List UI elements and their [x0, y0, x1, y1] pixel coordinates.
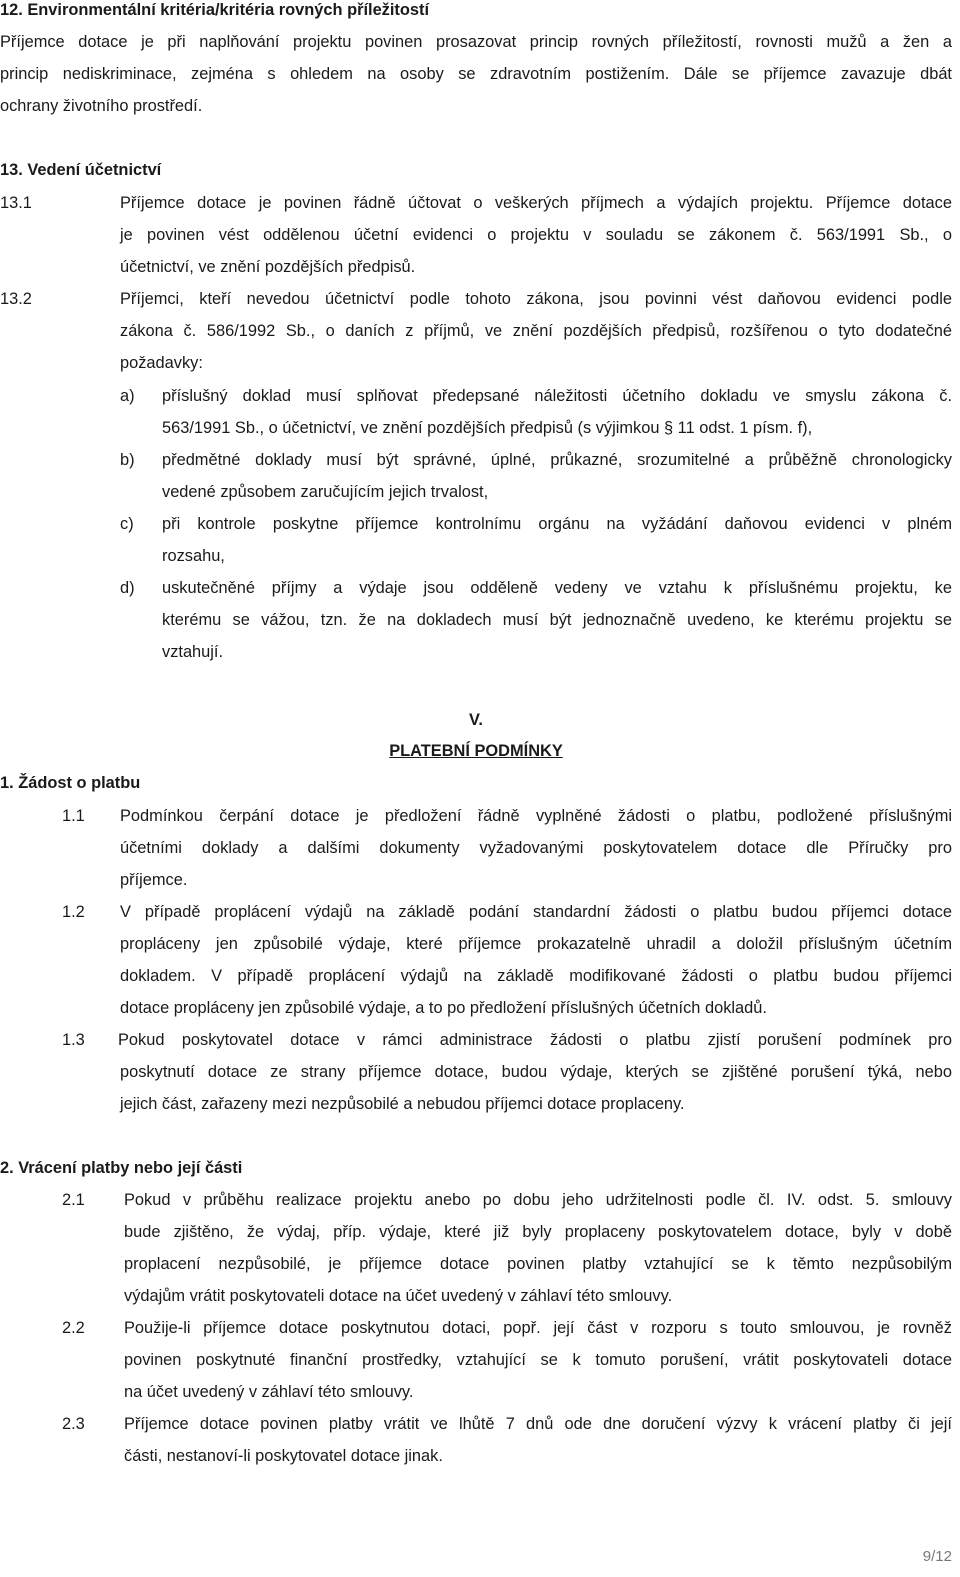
list-item-label: b): [120, 451, 135, 469]
clause-2-3-line: části, nestanoví-li poskytovatel dotace jinak.: [124, 1447, 443, 1465]
clause-number: 13.2: [0, 290, 32, 308]
clause-2-2-line: povinen poskytnuté finanční prostředky, vztahující se k tomuto porušení, vrátit poskytovateli dotace: [124, 1351, 952, 1369]
clause-13-2-line: Příjemci, kteří nevedou účetnictví podle tohoto zákona, jsou povinni vést daňovou evidenci podle: [120, 290, 952, 308]
section-12-text-line: Příjemce dotace je při naplňování projektu povinen prosazovat princip rovných příležitostí, rovnosti mužů a žen a: [0, 33, 952, 51]
clause-2-1-line: bude zjištěno, že výdaj, příp. výdaje, které již byly proplaceny poskytovatelem dotace, byly v době: [124, 1223, 952, 1241]
section-12-text-line: princip nediskriminace, zejména s ohledem na osoby se zdravotním postižením. Dále se příjemce zavazuje dbát: [0, 65, 952, 83]
clause-13-1-line: je povinen vést oddělenou účetní evidenci o projektu v souladu se zákonem č. 563/1991 Sb., o: [120, 226, 952, 244]
clause-number: 2.3: [62, 1415, 85, 1433]
list-item-d-line: kterému se vážou, tzn. že na dokladech musí být jednoznačně uvedeno, ke kterému projektu se: [162, 611, 952, 629]
clause-13-1-line: účetnictví, ve znění pozdějších předpisů.: [120, 258, 416, 276]
clause-1-1-line: příjemce.: [120, 871, 188, 889]
list-item-label: a): [120, 387, 135, 405]
section-12-heading: 12. Environmentální kritéria/kritéria rovných příležitostí: [0, 1, 430, 19]
clause-13-2-line: zákona č. 586/1992 Sb., o daních z příjmů, ve znění pozdějších předpisů, rozšířenou o tyto dodatečné: [120, 322, 952, 340]
clause-number: 1.1: [62, 807, 85, 825]
clause-1-2-line: propláceny jen způsobilé výdaje, které příjemce prokazatelně uhradil a doložil příslušným účetním: [120, 935, 952, 953]
list-item-c-line: rozsahu,: [162, 547, 225, 565]
list-item-label: c): [120, 515, 134, 533]
clause-1-1-line: účetními doklady a dalšími dokumenty vyžadovanými poskytovatelem dotace dle Příručky pro: [120, 839, 952, 857]
clause-number: 2.1: [62, 1191, 85, 1209]
list-item-d-line: uskutečněné příjmy a výdaje jsou odděleně vedeny ve vztahu k příslušnému projektu, ke: [162, 579, 952, 597]
clause-13-1-line: Příjemce dotace je povinen řádně účtovat o veškerých příjmech a výdajích projektu. Příjemce dotace: [120, 194, 952, 212]
clause-2-1-line: proplacení nezpůsobilé, je příjemce dotace povinen platby vztahující se k těmto nezpůsobilým: [124, 1255, 952, 1273]
chapter-number: V.: [469, 711, 483, 729]
list-item-b-line: vedené způsobem zaručujícím jejich trvalost,: [162, 483, 489, 501]
clause-2-2-line: na účet uvedený v záhlaví této smlouvy.: [124, 1383, 414, 1401]
section-2-heading: 2. Vrácení platby nebo její části: [0, 1159, 243, 1177]
clause-13-2-line: požadavky:: [120, 354, 203, 372]
clause-1-3-line: Pokud poskytovatel dotace v rámci administrace žádosti o platbu zjistí porušení podmínek pro: [118, 1031, 952, 1049]
list-item-label: d): [120, 579, 135, 597]
clause-1-2-line: dotace propláceny jen způsobilé výdaje, a to po předložení příslušných účetních dokladů.: [120, 999, 767, 1017]
clause-number: 2.2: [62, 1319, 85, 1337]
clause-1-1-line: Podmínkou čerpání dotace je předložení řádně vyplněné žádosti o platbu, podložené příslušnými: [120, 807, 952, 825]
clause-number: 1.2: [62, 903, 85, 921]
page-number: 9/12: [922, 1548, 952, 1565]
clause-2-1-line: Pokud v průběhu realizace projektu anebo po dobu jeho udržitelnosti podle čl. IV. odst. 5. smlouvy: [124, 1191, 952, 1209]
clause-1-2-line: V případě proplácení výdajů na základě podání standardní žádosti o platbu budou příjemci dotace: [120, 903, 952, 921]
section-13-heading: 13. Vedení účetnictví: [0, 161, 162, 179]
list-item-b-line: předmětné doklady musí být správné, úplné, průkazné, srozumitelné a průběžně chronologicky: [162, 451, 952, 469]
clause-2-2-line: Použije-li příjemce dotace poskytnutou dotaci, popř. její část v rozporu s touto smlouvou, je rovněž: [124, 1319, 952, 1337]
list-item-d-line: vztahují.: [162, 643, 224, 661]
clause-1-3-line: jejich část, zařazeny mezi nezpůsobilé a nebudou příjemci dotace proplaceny.: [120, 1095, 685, 1113]
chapter-title: PLATEBNÍ PODMÍNKY: [389, 742, 563, 760]
list-item-c-line: při kontrole poskytne příjemce kontrolnímu orgánu na vyžádání daňovou evidenci v plném: [162, 515, 952, 533]
list-item-a-line: 563/1991 Sb., o účetnictví, ve znění pozdějších předpisů (s výjimkou § 11 odst. 1 písm. f),: [162, 419, 813, 437]
section-1-heading: 1. Žádost o platbu: [0, 774, 141, 792]
clause-1-3-line: poskytnutí dotace ze strany příjemce dotace, budou výdaje, kterých se zjištěné porušení týká, nebo: [120, 1063, 952, 1081]
clause-number: 1.3: [62, 1031, 85, 1049]
clause-2-1-line: výdajům vrátit poskytovateli dotace na účet uvedený v záhlaví této smlouvy.: [124, 1287, 673, 1305]
clause-number: 13.1: [0, 194, 32, 212]
clause-1-2-line: dokladem. V případě proplácení výdajů na základě modifikované žádosti o platbu budou příjemci: [120, 967, 952, 985]
clause-2-3-line: Příjemce dotace povinen platby vrátit ve lhůtě 7 dnů ode dne doručení výzvy k vrácení platby či její: [124, 1415, 952, 1433]
section-12-text-line: ochrany životního prostředí.: [0, 97, 203, 115]
list-item-a-line: příslušný doklad musí splňovat předepsané náležitosti účetního dokladu ve smyslu zákona č.: [162, 387, 952, 405]
